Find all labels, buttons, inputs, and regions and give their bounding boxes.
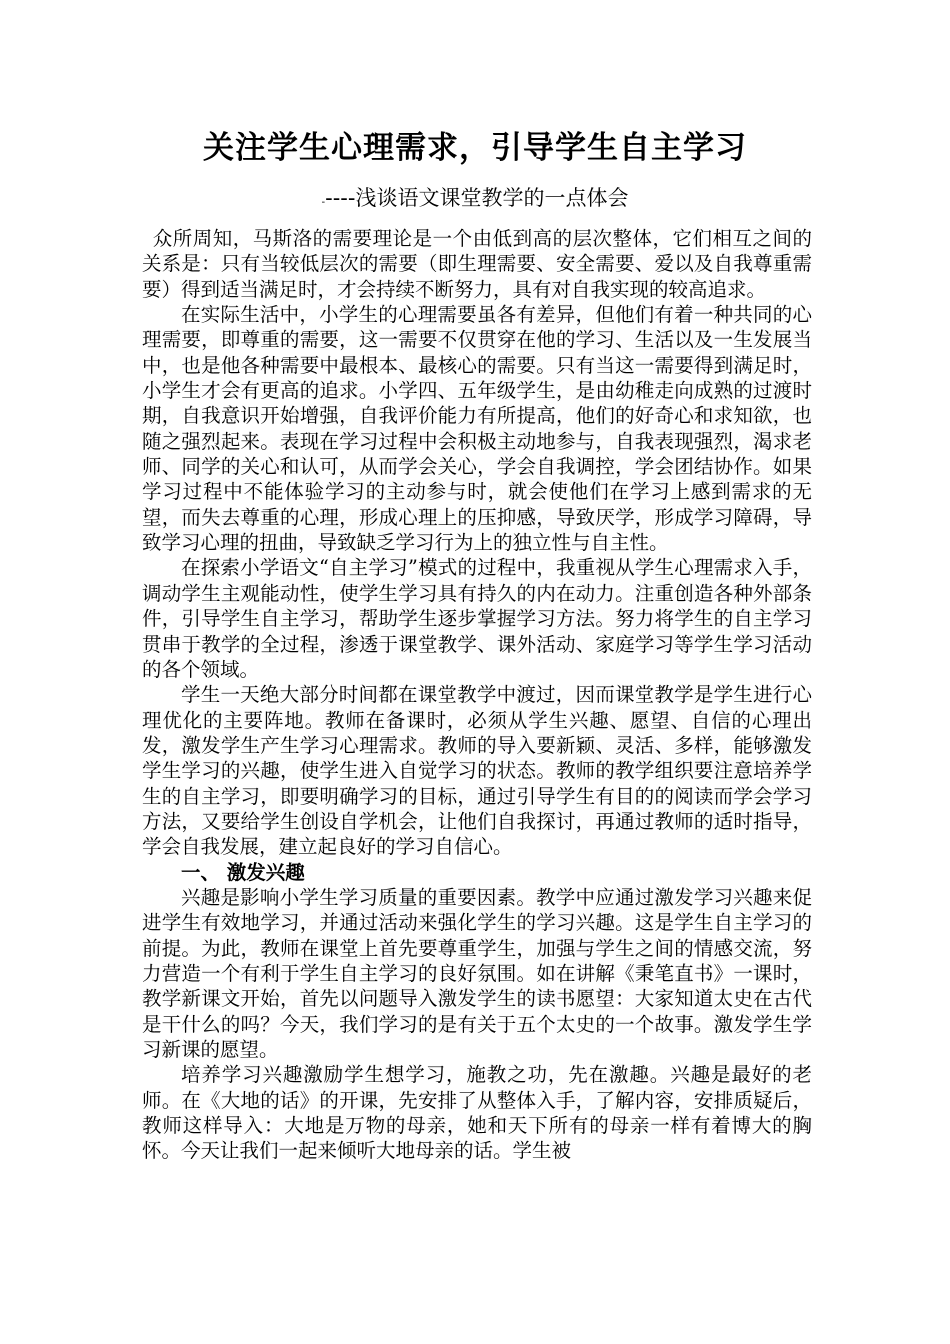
document-title: 关注学生心理需求，引导学生自主学习 — [203, 130, 747, 166]
section-paragraph-2: 培养学习兴趣激励学生想学习，施教之功，先在激趣。兴趣是最好的老师。在《大地的话》的开课，先安排了从整体入手，了解内容，安排质疑后，教师这样导入：大地是万物的母亲，她和天下所有的母亲一样有着博大的胸怀。今天让我们一起来倾听大地母亲的话。学生被 — [142, 1063, 812, 1163]
paragraph-4: 学生一天绝大部分时间都在课堂教学中渡过，因而课堂教学是学生进行心理优化的主要阵地。教师在备课时，必须从学生兴趣、愿望、自信的心理出发，激发学生产生学习心理需求。教师的导入要新颖、灵活、多样，能够激发学生学习的兴趣，使学生进入自觉学习的状态。教师的教学组织要注意培养学生的自主学习，即要明确学习的目标，通过引导学生有目的的阅读而学会学习方法，又要给学生创设自学机会，让他们自我探讨，再通过教师的适时指导，学会自我发展，建立起良好的学习自信心。 — [142, 683, 812, 859]
subtitle-mark: - — [321, 197, 326, 208]
section-paragraph-1: 兴趣是影响小学生学习质量的重要因素。教学中应通过激发学习兴趣来促进学生有效地学习，并通过活动来强化学生的学习兴趣。这是学生自主学习的前提。为此，教师在课堂上首先要尊重学生，加强与学生之间的情感交流，努力营造一个有利于学生自主学习的良好氛围。如在讲解《秉笔直书》一课时，教学新课文开始，首先以问题导入激发学生的读书愿望：大家知道太史在古代是干什么的吗？今天，我们学习的是有关于五个太史的一个故事。激发学生学习新课的愿望。 — [142, 885, 812, 1061]
document-subtitle — [0, 183, 950, 218]
paragraph-1: 众所周知，马斯洛的需要理论是一个由低到高的层次整体，它们相互之间的关系是：只有当较低层次的需要（即生理需要、安全需要、爱以及自我尊重需要）得到适当满足时，才会持续不断努力，具有对自我实现的较高追求。 — [142, 227, 812, 301]
paragraph-2: 在实际生活中，小学生的心理需要虽各有差异，但他们有着一种共同的心理需要，即尊重的需要，这一需要不仅贯穿在他的学习、生活以及一生发展当中，也是他各种需要中最根本、最核心的需要。只有当这一需要得到满足时，小学生才会有更高的追求。小学四、五年级学生，是由幼稚走向成熟的过渡时期，自我意识开始增强，自我评价能力有所提高，他们的好奇心和求知欲，也随之强烈起来。表现在学习过程中会积极主动地参与，自我表现强烈，渴求老师、同学的关心和认可，从而学会关心，学会自我调控，学会团结协作。如果学习过程中不能体验学习的主动参与时，就会使他们在学习上感到需求的无望，而失去尊重的心理，形成心理上的压抑感，导致厌学，形成学习障碍，导致学习心理的扭曲，导致缺乏学习行为上的独立性与自主性。 — [142, 303, 812, 555]
document-body — [142, 226, 812, 1164]
section-heading: 一、 激发兴趣 — [181, 860, 305, 884]
paragraph-3: 在探索小学语文“自主学习”模式的过程中，我重视从学生心理需求入手，调动学生主观能动性，使学生学习具有持久的内在动力。注重创造各种外部条件，引导学生自主学习，帮助学生逐步掌握学习方法。努力将学生的自主学习贯串于教学的全过程，渗透于课堂教学、课外活动、家庭学习等学生学习活动的各个领域。 — [142, 556, 812, 681]
subtitle-text: ----浅谈语文课堂教学的一点体会 — [325, 186, 629, 210]
